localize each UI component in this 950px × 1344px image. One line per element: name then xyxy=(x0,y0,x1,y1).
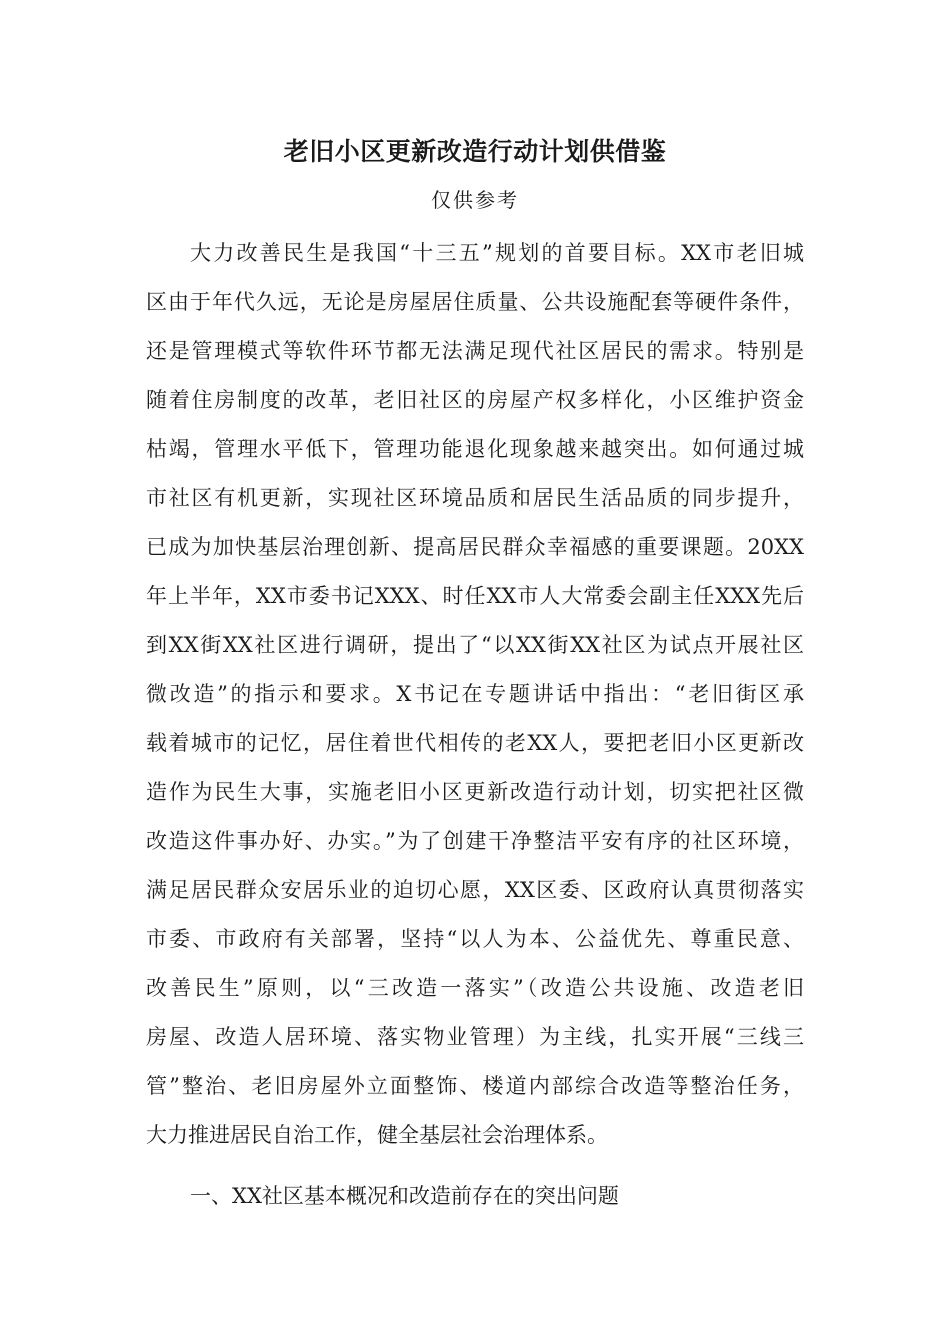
paragraph-line: 大力改善民生是我国“十三五”规划的首要目标。XX市老旧城 xyxy=(190,241,804,265)
document-title: 老旧小区更新改造行动计划供借鉴 xyxy=(283,137,667,166)
paragraph-line: 房屋、改造人居环境、落实物业管理）为主线，扎实开展“三线三 xyxy=(146,1025,804,1049)
paragraph-line: 已成为加快基层治理创新、提高居民群众幸福感的重要课题。20XX xyxy=(146,535,804,559)
paragraph-line: 年上半年，XX市委书记XXX、时任XX市人大常委会副主任XXX先后 xyxy=(146,584,804,608)
paragraph-line: 随着住房制度的改革，老旧社区的房屋产权多样化，小区维护资金 xyxy=(146,388,804,412)
paragraph-line: 管”整治、老旧房屋外立面整饰、楼道内部综合改造等整治任务， xyxy=(146,1074,804,1098)
paragraph-line: 改善民生”原则，以“三改造一落实”（改造公共设施、改造老旧 xyxy=(146,976,804,1000)
paragraph-line: 微改造”的指示和要求。X书记在专题讲话中指出：“老旧街区承 xyxy=(146,682,804,706)
paragraph-line: 枯竭，管理水平低下，管理功能退化现象越来越突出。如何通过城 xyxy=(146,437,804,461)
paragraph-line: 满足居民群众安居乐业的迫切心愿，XX区委、区政府认真贯彻落实 xyxy=(146,878,804,902)
paragraph-line: 载着城市的记忆，居住着世代相传的老XX人，要把老旧小区更新改 xyxy=(146,731,804,755)
paragraph-line: 还是管理模式等软件环节都无法满足现代社区居民的需求。特别是 xyxy=(146,339,804,363)
document-subtitle: 仅供参考 xyxy=(431,188,519,212)
paragraph-line: 大力推进居民自治工作，健全基层社会治理体系。 xyxy=(146,1123,608,1147)
paragraph-line: 到XX街XX社区进行调研，提出了“以XX街XX社区为试点开展社区 xyxy=(146,633,804,657)
paragraph-line: 市委、市政府有关部署，坚持“以人为本、公益优先、尊重民意、 xyxy=(146,927,804,951)
paragraph-line: 区由于年代久远，无论是房屋居住质量、公共设施配套等硬件条件， xyxy=(146,290,804,314)
paragraph-line: 造作为民生大事，实施老旧小区更新改造行动计划，切实把社区微 xyxy=(146,780,804,804)
paragraph-line: 改造这件事办好、办实。”为了创建干净整洁平安有序的社区环境， xyxy=(146,829,804,853)
section-heading: 一、XX社区基本概况和改造前存在的突出问题 xyxy=(190,1184,619,1208)
paragraph-line: 市社区有机更新，实现社区环境品质和居民生活品质的同步提升， xyxy=(146,486,804,510)
